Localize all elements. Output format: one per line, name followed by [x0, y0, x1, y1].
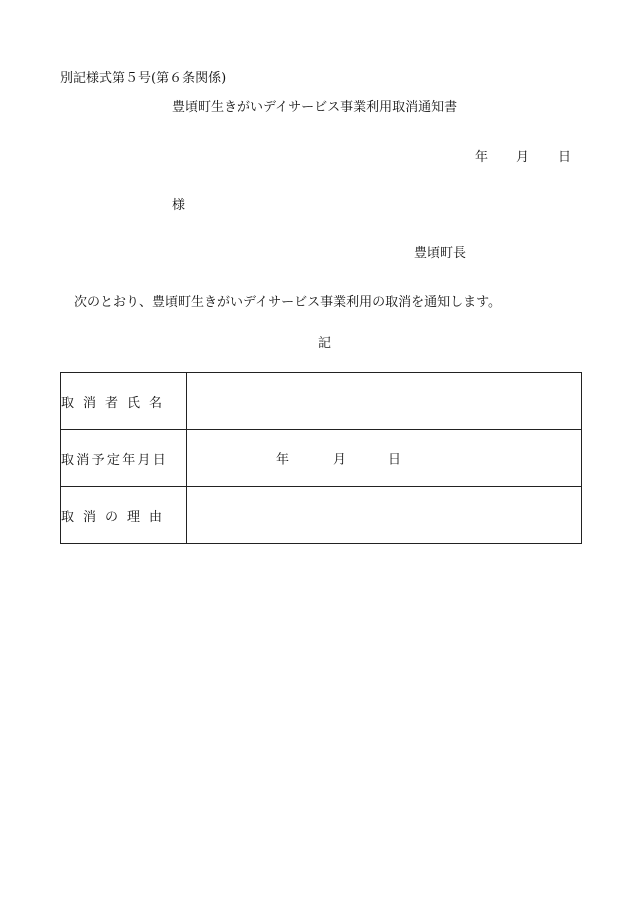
- value-cancel-date[interactable]: [187, 430, 582, 487]
- document-title: 豊頃町生きがいデイサービス事業利用取消通知書: [172, 100, 458, 115]
- notice-body-text: 次のとおり、豊頃町生きがいデイサービス事業利用の取消を通知します。: [74, 295, 502, 310]
- table-row: [61, 430, 582, 487]
- label-cancel-date: [61, 430, 187, 487]
- value-cancel-person-name[interactable]: [187, 373, 582, 430]
- label-text: 取消予定年月日: [61, 452, 169, 468]
- form-number: 別記様式第５号(第６条関係): [60, 71, 227, 86]
- table-row: [61, 487, 582, 544]
- cancel-date-month-label: 月: [333, 452, 347, 468]
- cancellation-details-table: [60, 372, 582, 544]
- issuer-name: 豊頃町長: [414, 246, 467, 261]
- date-month-label: 月: [516, 150, 530, 165]
- cancel-date-year-label: 年: [276, 452, 290, 468]
- label-cancel-person-name: [61, 373, 187, 430]
- value-cancel-reason[interactable]: [187, 487, 582, 544]
- label-text: 取消者氏名: [61, 395, 172, 411]
- ki-heading: 記: [318, 336, 332, 351]
- table-row: [61, 373, 582, 430]
- addressee-suffix: 様: [172, 198, 186, 213]
- cancel-date-day-label: 日: [388, 452, 402, 468]
- date-year-label: 年: [475, 150, 489, 165]
- label-text: 取消の理由: [61, 509, 172, 525]
- label-cancel-reason: [61, 487, 187, 544]
- date-day-label: 日: [558, 150, 572, 165]
